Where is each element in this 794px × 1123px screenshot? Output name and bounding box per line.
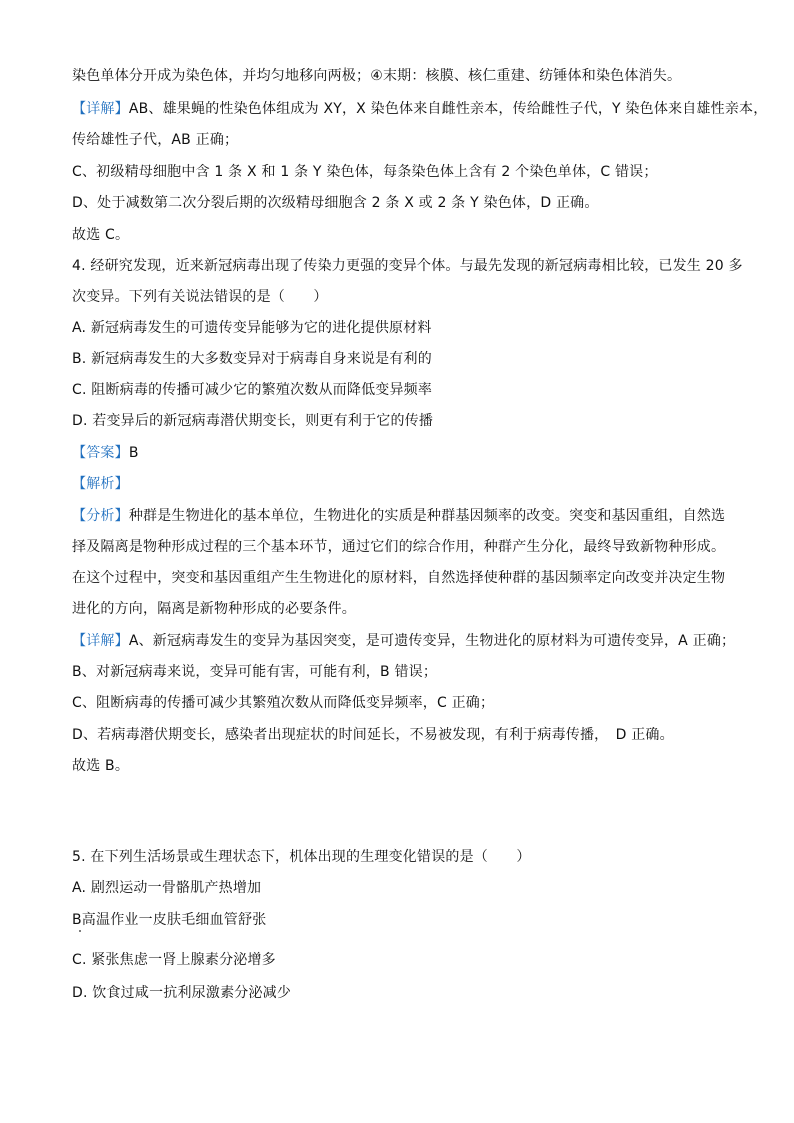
section-tag: 【详解】 (72, 633, 129, 649)
option-c: C. 紧张焦虑一肾上腺素分泌增多 (72, 952, 276, 968)
text-line: D、若病毒潜伏期变长，感染者出现症状的时间延长，不易被发现，有利于病毒传播， D 正确。 (72, 727, 674, 743)
section-tag: 【分析】 (72, 508, 129, 524)
option-d: D. 饮食过咸一抗利尿激素分泌减少 (72, 985, 292, 1001)
section-tag: 【详解】 (72, 101, 129, 117)
option-a: A. 新冠病毒发生的可遗传变异能够为它的进化提供原材料 (72, 320, 432, 336)
text-line: 【详解】A、新冠病毒发生的变异为基因突变，是可遗传变异，生物进化的原材料为可遗传变异，A 正确； (72, 633, 736, 649)
question-stem: 5. 在下列生活场景或生理状态下，机体出现的生理变化错误的是（ ） (72, 849, 531, 865)
text-line: 择及隔离是物种形成过程的三个基本环节，通过它们的综合作用，种群产生分化，最终导致新物种形成。 (72, 539, 726, 555)
section-tag: 【答案】 (72, 445, 129, 461)
analysis-heading (72, 474, 129, 494)
option-b: B. 新冠病毒发生的大多数变异对于病毒自身来说是有利的 (72, 351, 432, 367)
text-line: 故选 C。 (72, 227, 130, 243)
text-line: 【分析】种群是生物进化的基本单位，生物进化的实质是种群基因频率的改变。突变和基因重组，自然选 (72, 508, 726, 524)
option-d: D. 若变异后的新冠病毒潜伏期变长，则更有利于它的传播 (72, 413, 434, 429)
question-stem: 次变异。下列有关说法错误的是（ ） (72, 289, 328, 305)
section-tag: 【解析】 (72, 476, 129, 492)
text-line: 故选 B。 (72, 758, 130, 774)
stray-mark (79, 930, 81, 932)
text-line: 染色单体分开成为染色体，并均匀地移向两极；④末期：核膜、核仁重建、纺锤体和染色体消失。 (72, 68, 682, 84)
question-stem: 4. 经研究发现，近来新冠病毒出现了传染力更强的变异个体。与最先发现的新冠病毒相比较，已发生 20 多 (72, 258, 743, 274)
text-line: B、对新冠病毒来说，变异可能有害，可能有利，B 错误； (72, 664, 438, 680)
text-line: 进化的方向，隔离是新物种形成的必要条件。 (72, 601, 356, 617)
option-c: C. 阻断病毒的传播可减少它的繁殖次数从而降低变异频率 (72, 382, 433, 398)
text-line: D、处于减数第二次分裂后期的次级精母细胞含 2 条 X 或 2 条 Y 染色体，D 正确。 (72, 195, 599, 211)
option-b: B高温作业一皮肤毛细血管舒张 (72, 912, 267, 928)
answer-line: 【答案】B (72, 445, 139, 461)
text-line: 在这个过程中，突变和基因重组产生生物进化的原材料，自然选择使种群的基因频率定向改变并决定生物 (72, 570, 726, 586)
text-line: C、初级精母细胞中含 1 条 X 和 1 条 Y 染色体，每条染色体上含有 2 个染色单体，C 错误； (72, 164, 658, 180)
option-a: A. 剧烈运动一骨骼肌产热增加 (72, 880, 262, 896)
text-line: 传给雄性子代，AB 正确； (72, 132, 239, 148)
text-line: C、阻断病毒的传播可减少其繁殖次数从而降低变异频率，C 正确； (72, 695, 495, 711)
text-line: 【详解】AB、雄果蝇的性染色体组成为 XY，X 染色体来自雌性亲本，传给雌性子代，Y 染色体来自雄性亲本， (72, 101, 768, 117)
